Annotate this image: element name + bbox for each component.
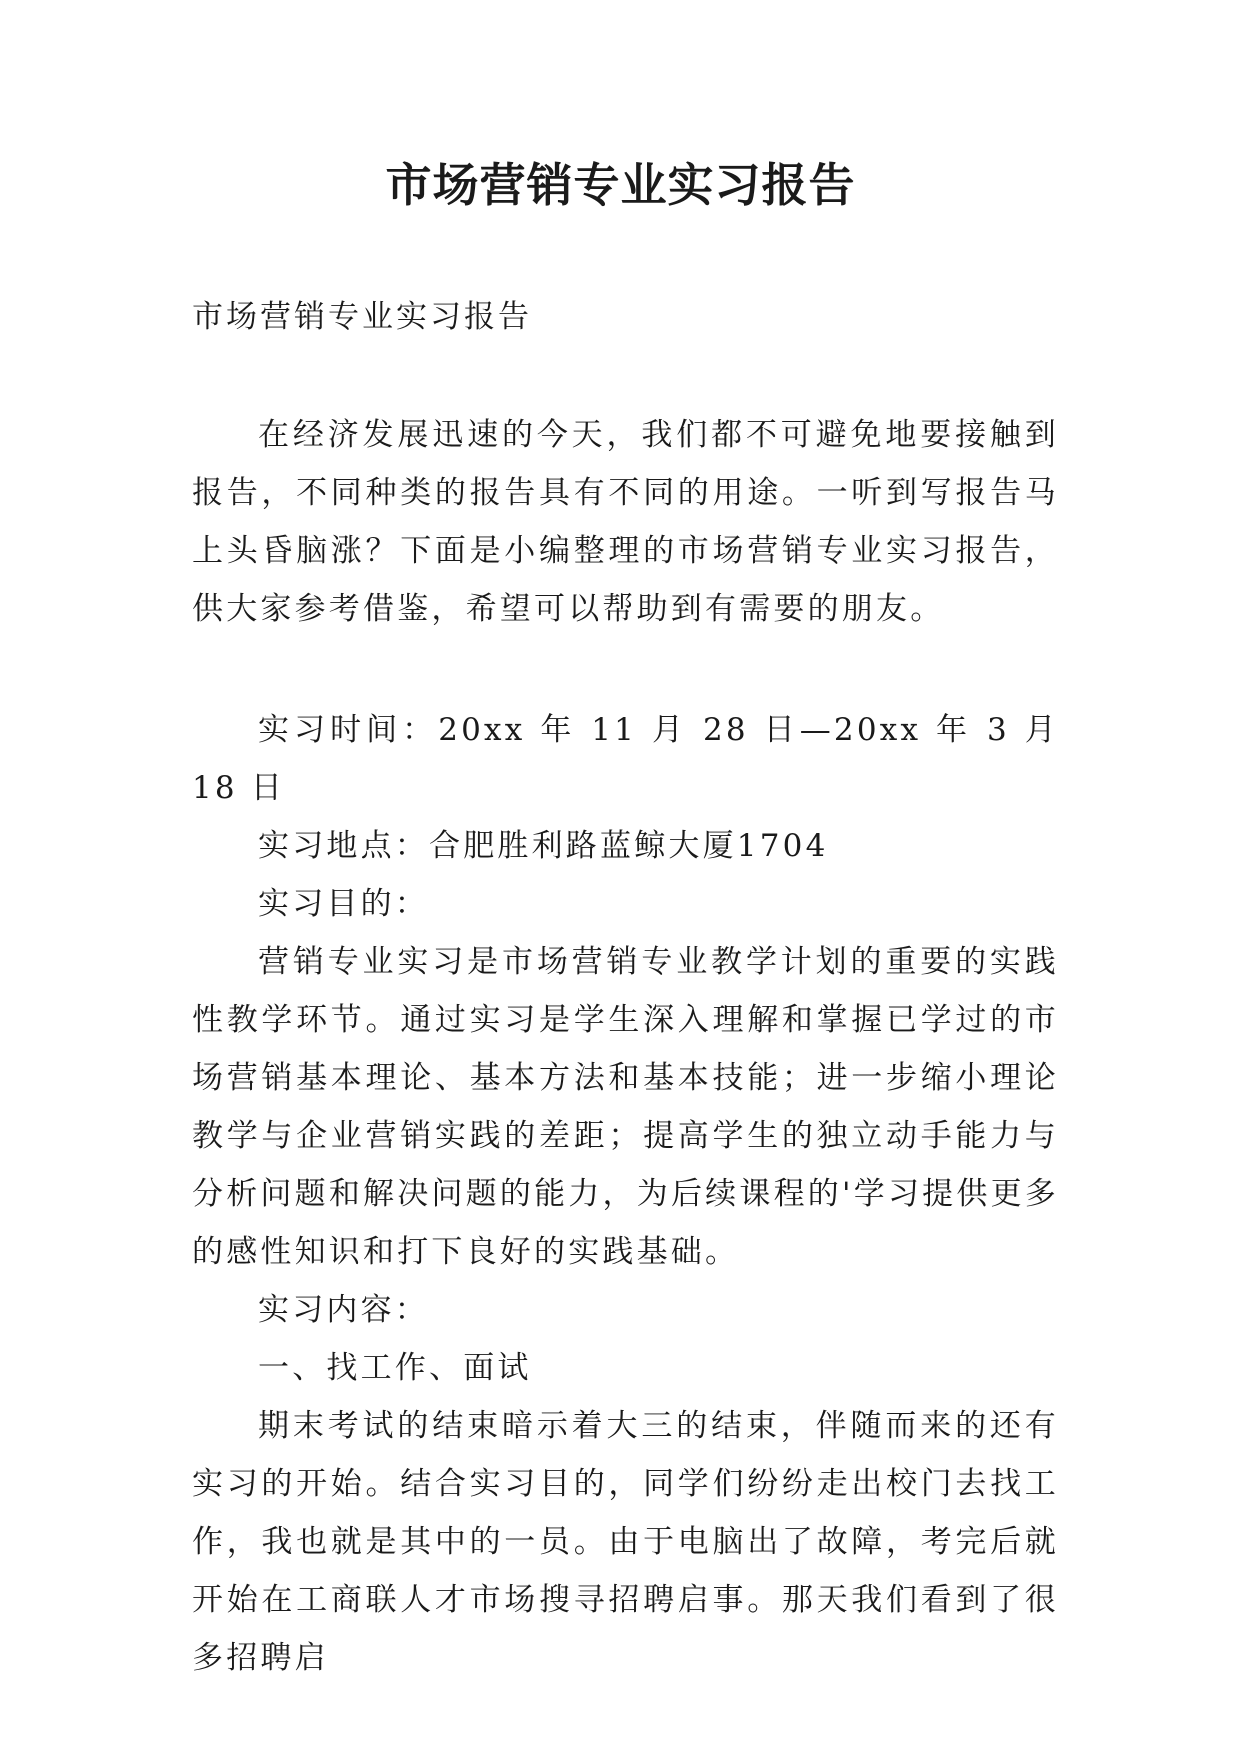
job-search-paragraph: 期末考试的结束暗示着大三的结束，伴随而来的还有实习的开始。结合实习目的，同学们纷纷走出校门去找工作，我也就是其中的一员。由于电脑出了故障，考完后就开始在工商联人才市场搜寻招聘启事。那天我们看到了很多招聘启 [192,1408,1059,1676]
internship-purpose-paragraph: 营销专业实习是市场营销专业教学计划的重要的实践性教学环节。通过实习是学生深入理解和掌握已学过的市场营销基本理论、基本方法和基本技能；进一步缩小理论教学与企业营销实践的差距；提高学生的独立动手能力与分析问题和解决问题的能力，为后续课程的'学习提供更多的感性知识和打下良好的实践基础。 [192,944,1059,1270]
intro-section [192,406,1059,638]
internship-purpose-heading: 实习目的： [258,886,429,922]
internship-content-heading: 实习内容： [258,1292,429,1328]
section-heading-job-search: 一、找工作、面试 [258,1350,532,1386]
internship-time: 实习时间：20xx 年 11 月 28 日—20xx 年 3 月 18 日 [192,712,1059,806]
internship-location: 实习地点：合肥胜利路蓝鲸大厦1704 [258,828,829,864]
intro-paragraph: 在经济发展迅速的今天，我们都不可避免地要接触到报告，不同种类的报告具有不同的用途。一听到写报告马上头昏脑涨？下面是小编整理的市场营销专业实习报告，供大家参考借鉴，希望可以帮助到有需要的朋友。 [192,417,1059,627]
document-subtitle: 市场营销专业实习报告 [192,299,532,335]
document-title: 市场营销专业实习报告 [385,158,856,212]
report-body [192,701,1059,1687]
